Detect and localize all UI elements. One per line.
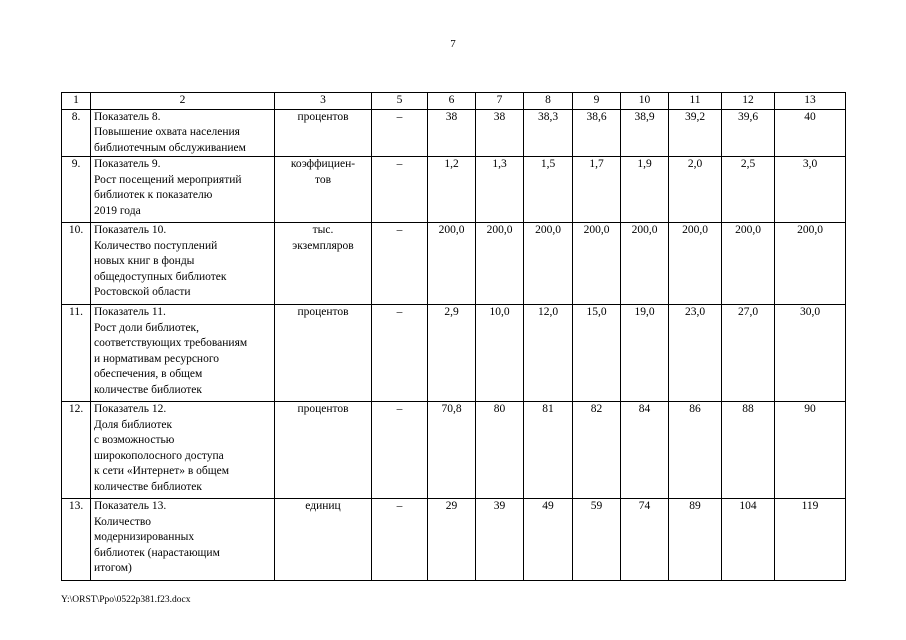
cell-line: обеспечения, в общем [94,368,203,380]
cell-line: Показатель 9. [94,158,161,170]
value-cell: 39 [476,499,524,581]
row-number: 12. [62,402,91,499]
indicator-name [91,499,275,581]
cell-line: 2019 года [94,204,141,217]
cell-line: Показатель 12. [94,403,167,415]
unit-of-measure [275,109,372,157]
indicator-name [91,109,275,157]
value-cell: 1,5 [524,157,573,223]
cell-line: библиотек к показателю [94,189,213,201]
value-cell: 1,3 [476,157,524,223]
value-cell: 84 [621,402,669,499]
value-cell: 59 [573,499,621,581]
value-cell: 200,0 [722,223,775,305]
indicator-name [91,223,275,305]
cell-line: Рост доли библиотек, [94,321,200,334]
cell-line: количестве библиотек [94,383,202,396]
cell-line: Доля библиотек [94,418,173,431]
cell-line: Показатель 10. [94,224,167,236]
value-cell: 200,0 [476,223,524,305]
value-cell: 90 [775,402,846,499]
cell-line: процентов [297,110,349,123]
cell-line: тов [314,173,332,186]
column-5-value: – [372,223,428,305]
cell-line: с возможностью [94,434,175,446]
cell-line: новых книг в фонды [94,255,195,267]
column-5-value: – [372,109,428,157]
cell-line: процентов [297,403,349,415]
value-cell: 200,0 [669,223,722,305]
table-row [62,305,846,402]
value-cell: 30,0 [775,305,846,402]
table-row [62,402,846,499]
cell-line: библиотек (нарастающим [94,546,220,559]
value-cell: 104 [722,499,775,581]
cell-line: экземпляров [292,239,354,252]
value-cell: 49 [524,499,573,581]
indicator-name [91,157,275,223]
column-5-value: – [372,157,428,223]
value-cell: 15,0 [573,305,621,402]
table-body [62,93,846,581]
value-cell: 39,2 [669,109,722,157]
cell-line: тыс. [312,224,334,236]
cell-line: к сети «Интернет» в общем [94,465,230,477]
value-cell: 89 [669,499,722,581]
value-cell: 27,0 [722,305,775,402]
value-cell: 119 [775,499,846,581]
cell-line: модернизированных [94,531,195,543]
value-cell: 200,0 [621,223,669,305]
footer-file-path: Y:\ORST\Ppo\0522p381.f23.docx [61,595,191,605]
value-cell: 10,0 [476,305,524,402]
value-cell: 82 [573,402,621,499]
column-5-value: – [372,402,428,499]
value-cell: 2,0 [669,157,722,223]
row-number: 13. [62,499,91,581]
cell-line: соответствующих требованиям [94,337,248,349]
row-number: 9. [62,157,91,223]
column-header: 6 [428,93,476,110]
indicator-name [91,402,275,499]
cell-line: библиотечным обслуживанием [94,141,246,154]
value-cell: 40 [775,109,846,157]
row-number: 8. [62,109,91,157]
column-header: 12 [722,93,775,110]
cell-line: Количество [94,515,151,528]
table-row [62,223,846,305]
value-cell: 200,0 [524,223,573,305]
value-cell: 38 [476,109,524,157]
column-header: 11 [669,93,722,110]
cell-line: общедоступных библиотек [94,270,227,283]
cell-line: коэффициен- [290,158,356,170]
value-cell: 200,0 [775,223,846,305]
cell-line: Показатель 8. [94,110,161,123]
value-cell: 200,0 [573,223,621,305]
value-cell: 81 [524,402,573,499]
row-number: 11. [62,305,91,402]
value-cell: 200,0 [428,223,476,305]
indicators-table [61,92,846,581]
value-cell: 2,5 [722,157,775,223]
column-header: 2 [91,93,275,110]
unit-of-measure [275,402,372,499]
cell-line: и нормативам ресурсного [94,352,220,365]
indicator-name [91,305,275,402]
cell-line: Повышение охвата населения [94,126,240,138]
column-header: 13 [775,93,846,110]
column-5-value: – [372,305,428,402]
page-number: 7 [450,38,456,50]
cell-line: широкополосного доступа [94,449,224,462]
unit-of-measure [275,499,372,581]
value-cell: 2,9 [428,305,476,402]
value-cell: 70,8 [428,402,476,499]
cell-line: процентов [297,306,349,318]
value-cell: 12,0 [524,305,573,402]
value-cell: 38 [428,109,476,157]
cell-line: Ростовской области [94,286,191,298]
cell-line: Рост посещений мероприятий [94,173,242,186]
column-header: 7 [476,93,524,110]
value-cell: 1,9 [621,157,669,223]
value-cell: 23,0 [669,305,722,402]
value-cell: 29 [428,499,476,581]
value-cell: 38,6 [573,109,621,157]
value-cell: 38,9 [621,109,669,157]
value-cell: 80 [476,402,524,499]
table-header-row [62,93,846,110]
row-number: 10. [62,223,91,305]
table-row [62,499,846,581]
value-cell: 86 [669,402,722,499]
value-cell: 1,2 [428,157,476,223]
column-header: 1 [62,93,91,110]
cell-line: Показатель 11. [94,306,166,318]
table-row [62,109,846,157]
value-cell: 88 [722,402,775,499]
column-header: 10 [621,93,669,110]
cell-line: единиц [305,500,341,512]
value-cell: 19,0 [621,305,669,402]
cell-line: Показатель 13. [94,500,167,512]
unit-of-measure [275,157,372,223]
column-5-value: – [372,499,428,581]
table-row [62,157,846,223]
column-header: 5 [372,93,428,110]
column-header: 3 [275,93,372,110]
value-cell: 39,6 [722,109,775,157]
cell-line: итогом) [94,562,132,574]
cell-line: Количество поступлений [94,239,218,252]
unit-of-measure [275,305,372,402]
unit-of-measure [275,223,372,305]
column-header: 9 [573,93,621,110]
cell-line: количестве библиотек [94,480,202,493]
value-cell: 3,0 [775,157,846,223]
value-cell: 74 [621,499,669,581]
value-cell: 1,7 [573,157,621,223]
value-cell: 38,3 [524,109,573,157]
column-header: 8 [524,93,573,110]
